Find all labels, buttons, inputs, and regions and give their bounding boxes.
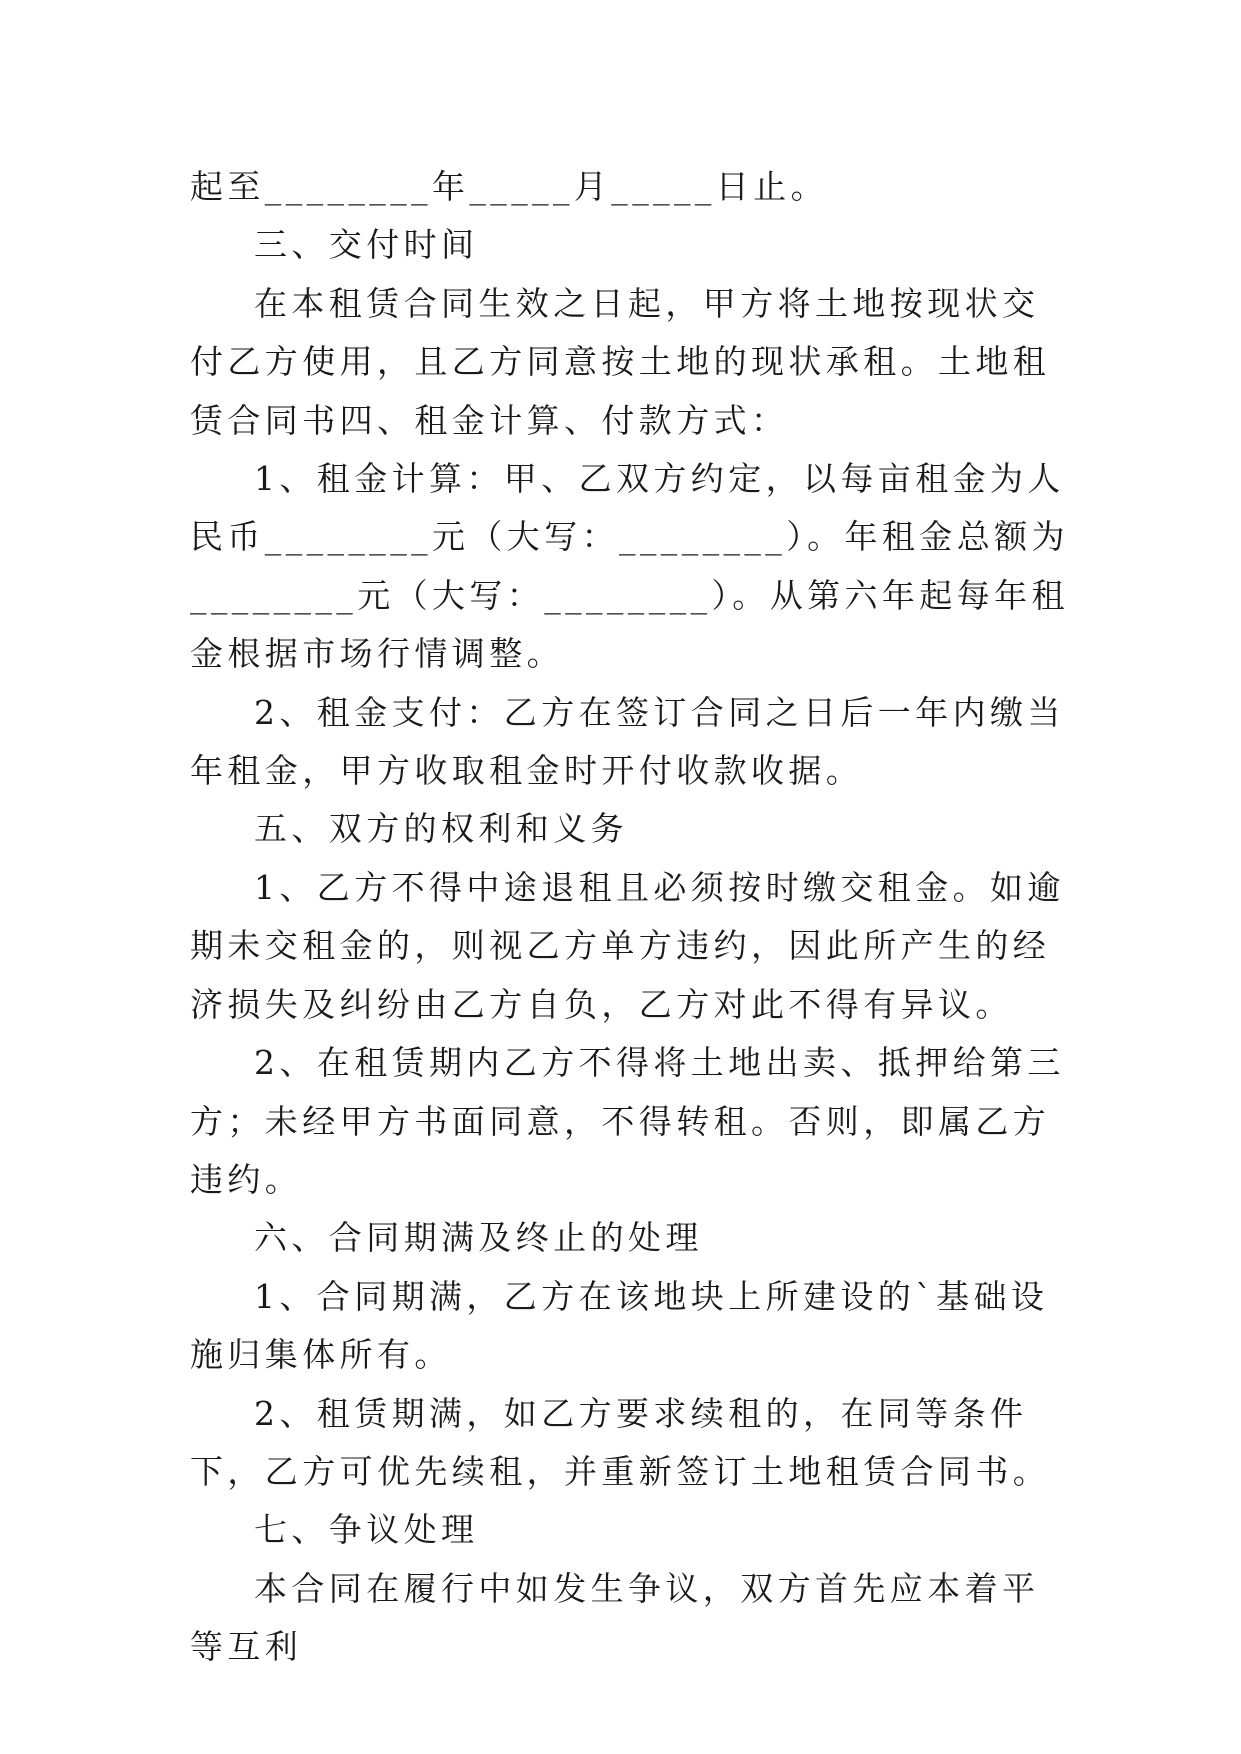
paragraph-renewal: 2、租赁期满，如乙方要求续租的，在同等条件下，乙方可优先续租，并重新签订土地租赁合同书。 xyxy=(190,1393,1051,1491)
heading-dispute-resolution: 七、争议处理 xyxy=(254,1510,479,1550)
paragraph-delivery: 在本租赁合同生效之日起，甲方将土地按现状交付乙方使用，且乙方同意按土地的现状承租。土地租赁合同书四、租金计算、付款方式： xyxy=(190,283,1051,440)
heading-rights-obligations: 五、双方的权利和义务 xyxy=(254,809,628,849)
contract-body xyxy=(190,158,1070,1677)
paragraph-infrastructure-ownership: 1、合同期满，乙方在该地块上所建设的`基础设施归集体所有。 xyxy=(190,1276,1049,1375)
heading-delivery-time: 三、交付时间 xyxy=(254,225,479,265)
heading-expiry-termination: 六、合同期满及终止的处理 xyxy=(254,1218,703,1258)
paragraph-dispute: 本合同在履行中如发生争议，双方首先应本着平等互利 xyxy=(190,1568,1040,1667)
paragraph-rent-calculation: 1、租金计算：甲、乙双方约定，以每亩租金为人民币________元（大写：________）。年租金总额为________元（大写：________）。从第六年起每年租金根据市场行情调整。 xyxy=(190,459,1069,674)
paragraph-term-end: 起至________年_____月_____日止。 xyxy=(190,167,828,206)
paragraph-rent-payment: 2、租金支付：乙方在签订合同之日后一年内缴当年租金，甲方收取租金时开付收款收据。 xyxy=(190,692,1065,791)
paragraph-no-early-termination: 1、乙方不得中途退租且必须按时缴交租金。如逾期未交租金的，则视乙方单方违约，因此所产生的经济损失及纠纷由乙方自负，乙方对此不得有异议。 xyxy=(190,867,1065,1024)
paragraph-no-sale-mortgage: 2、在租赁期内乙方不得将土地出卖、抵押给第三方；未经甲方书面同意，不得转租。否则，即属乙方违约。 xyxy=(190,1043,1065,1199)
